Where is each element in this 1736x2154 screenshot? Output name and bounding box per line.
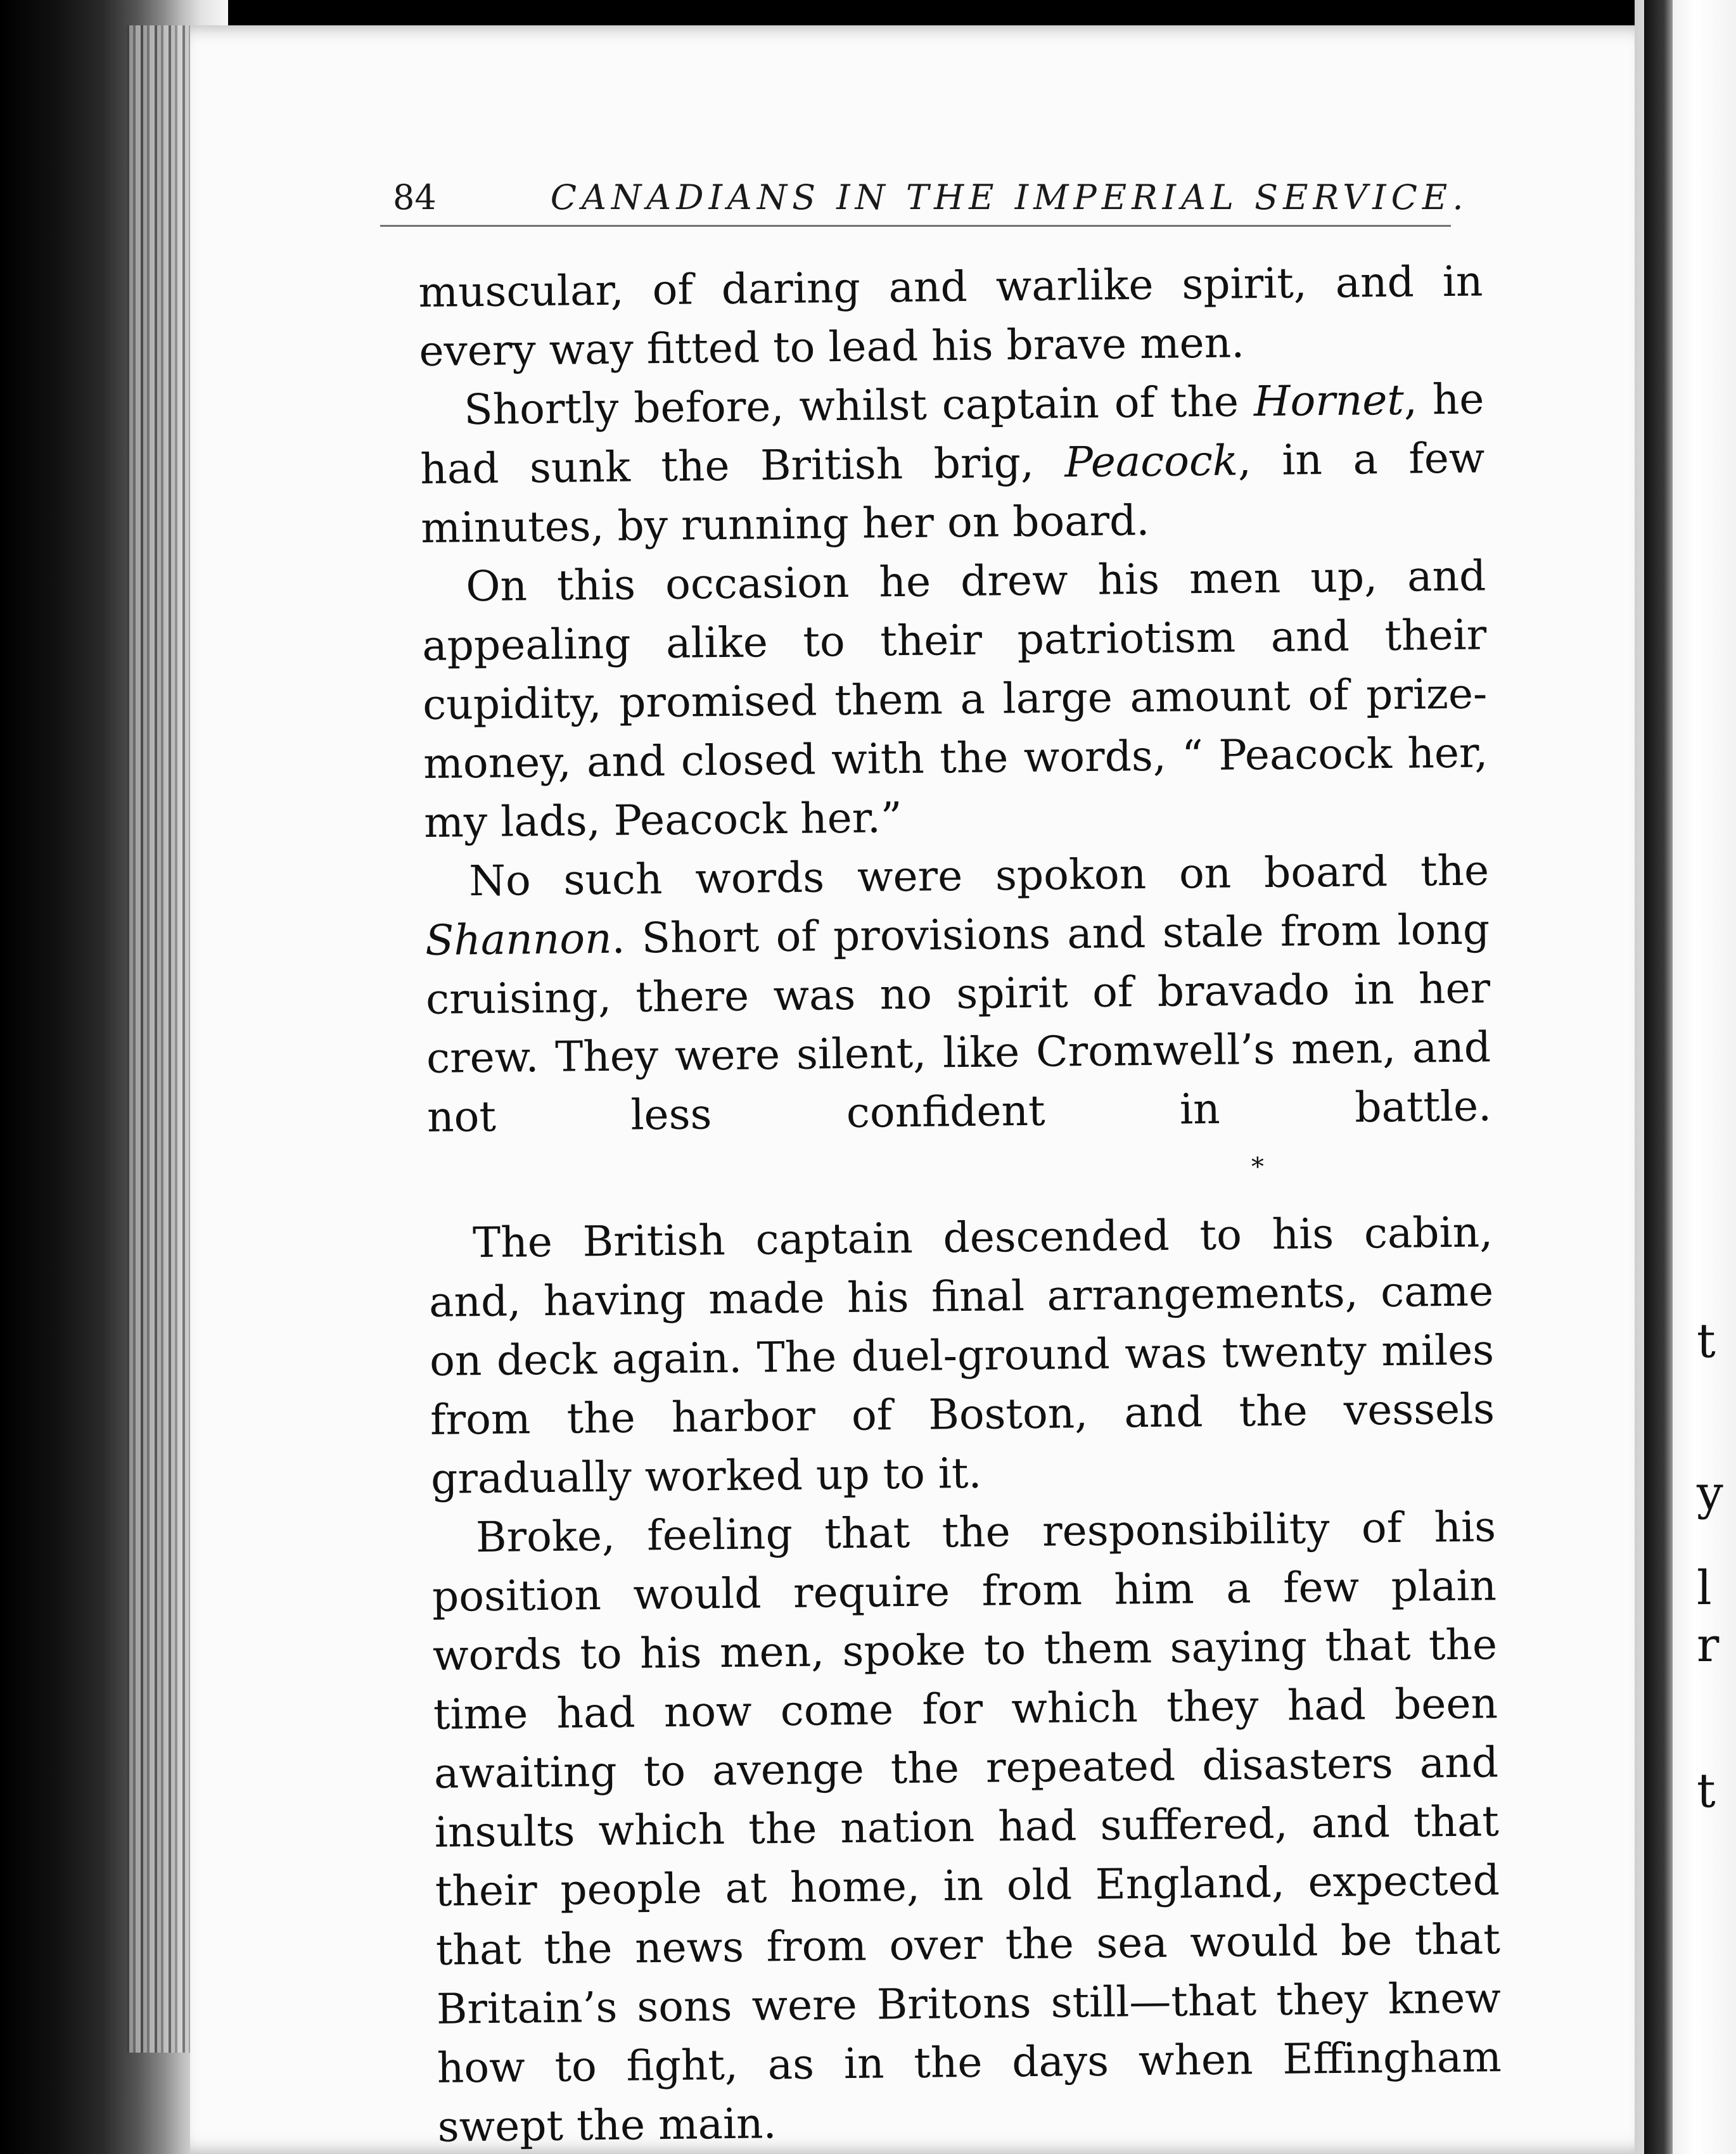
paragraph [424,841,1493,1214]
facing-page-fragment: t [1697,1314,1716,1368]
paragraph [418,252,1484,381]
facing-page-fragments [1674,1204,1731,2091]
paragraph-text: On this occasion he drew his men up, and appealing alike to their patriotism and their cupidity, promised them a large amount of prize-money, and closed with the words, “ Peacock her, my lads, Peacock her.” [421,551,1488,847]
paragraph-text: muscular, of daring and warlike spirit, and in every way fitted to lead his brave men. [418,257,1483,376]
paragraph-text: The British captain descended to his cabin, and, having made his final arrangements, came on deck again. The duel-ground was twenty miles from the harbor of Boston, and the vessels gradually worked up to it. [428,1208,1495,1503]
paragraph [419,369,1486,558]
ship-name: Hornet [1253,375,1405,426]
paragraph-text: Broke, feeling that the responsibility of his position would require from him a few plain words to his men, spoke to them saying that the time had now come for which they had been awaiting to avenge the repeated disasters and insults which the nation had suffered, and that their people at home, in old England, expected that the news from over the sea would be that Britain’s sons were Britons still—that they knew how to fight, as in the days when Effingham swept the main. [431,1502,1502,2151]
paragraph-text: Shortly before, whilst captain of the [464,377,1254,435]
book-spine-shadow [1644,0,1673,2154]
facing-page-fragment: r [1697,1618,1720,1673]
paragraph-text: . Short of provisions and stale from long cruising, there was no spirit of bravado in her crew. They were silent, like Cromwell’s men, and not less confident in battle. [425,905,1492,1142]
ship-name: Peacock [1064,436,1239,487]
paragraph-text: No such words were spokon on board the [468,846,1490,906]
header-rule [380,225,1451,227]
page-header [393,177,1470,217]
paragraph-text: , in a few minutes, by running her on board. [420,433,1485,552]
facing-page-fragment: y [1697,1466,1723,1520]
running-title: CANADIANS IN THE IMPERIAL SERVICE. [550,177,1469,217]
stray-mark: * [1251,1152,1265,1182]
paragraph [428,1202,1496,1508]
page-number: 84 [393,177,437,217]
paragraph-text: , he had sunk the British brig, [420,374,1484,494]
facing-page-fragment: t [1697,1764,1716,1818]
paragraph [421,546,1489,852]
facing-page-fragment: l [1697,1561,1712,1616]
ship-name: Shannon [424,914,612,965]
page-body [418,252,1502,2154]
paragraph [431,1497,1503,2154]
